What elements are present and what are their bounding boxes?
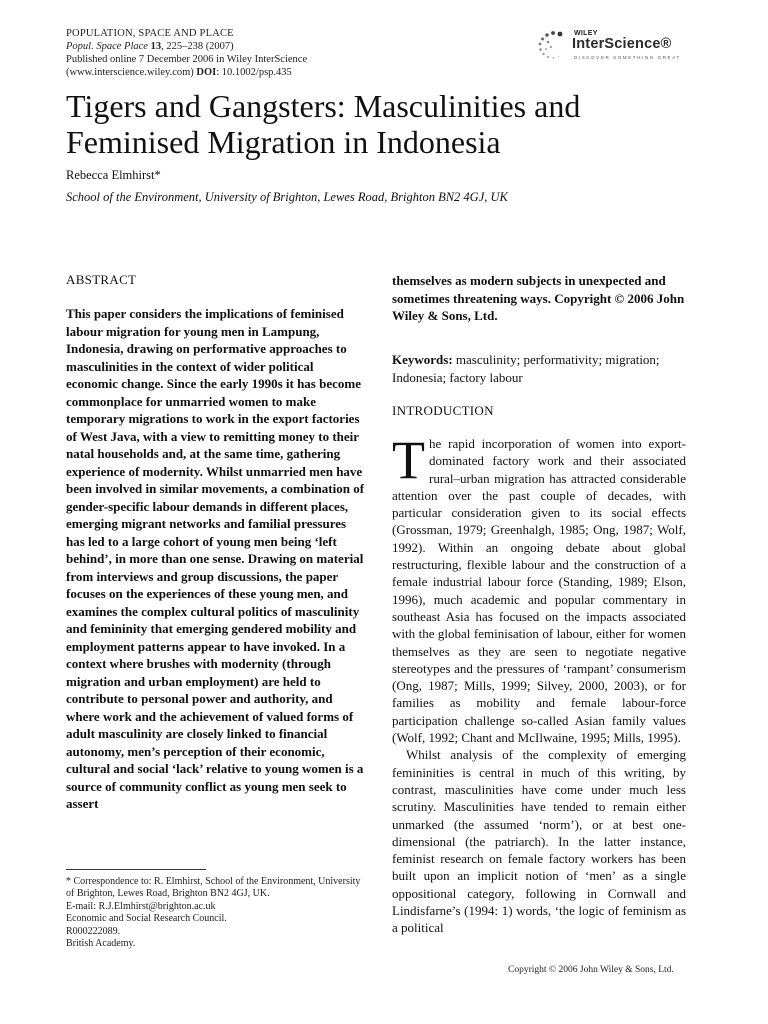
published-line: Published online 7 December 2006 in Wiley InterScience [66,54,308,65]
author-name: Rebecca Elmhirst* [66,168,161,182]
dots-swirl-icon [536,30,570,62]
correspondence-footnote [66,876,366,950]
introduction-body [392,430,686,937]
logo-tagline: DISCOVER SOMETHING GREAT [574,55,681,60]
drop-cap: T [392,430,425,490]
doi-label: DOI [196,67,217,78]
journal-name: POPULATION, SPACE AND PLACE [66,28,234,39]
introduction-heading: INTRODUCTION [392,403,494,418]
footnote-grant-number: R000222089. [66,925,121,937]
citation-volume: 13 [150,41,162,52]
journal-url[interactable]: (www.interscience.wiley.com) [66,67,194,78]
footnote-academy: British Academy. [66,938,136,950]
citation-prefix: Popul. Space Place [66,41,148,52]
footnote-email[interactable]: E-mail: R.J.Elmhirst@brighton.ac.uk [66,900,216,912]
abstract-heading: ABSTRACT [66,272,137,287]
citation-pages: , 225–238 (2007) [161,41,234,52]
doi-value: : 10.1002/psp.435 [216,67,292,78]
keywords-label: Keywords: [392,352,453,367]
keywords [392,351,704,386]
page-copyright: Copyright © 2006 John Wiley & Sons, Ltd. [508,965,674,975]
footnote-rule [66,869,206,870]
introduction-paragraph-2: Whilst analysis of the complexity of emerging femininities is central in much of this writing, by contrast, masculinities have come under much less scrutiny. Masculinities have tended to remain either unmarked (the assumed ‘norm’), or at best one-dimensional (the patriarch). In the latter instance, feminist research on female factory workers has been built upon an implicit notion of ‘men’ as a single oppositional category, following in Cornwall and Lindisfarne’s (1994: 1) words, ‘the logic of feminism as a political [392,747,686,936]
article-title: Tigers and Gangsters: Masculinities and Feminised Migration in Indonesia [66,88,581,160]
url-doi-line [66,66,307,79]
abstract-text: This paper considers the implications of feminised labour migration for young men in Lampung, Indonesia, drawing on performative approaches to masculinities in the context of wider political economic change. Since the early 1990s it has become commonplace for unmarried women to make temporary migrations to work in the export factories of West Java, with a view to remitting money to their natal households and, at the same time, gathering experience of modernity. Whilst unmarried men have been involved in similar movements, a combination of gender-specific labour demands in different places, emerging migrant networks and familial pressures has led to a large cohort of young men being ‘left behind’, in more than one sense. Drawing on material from interviews and group discussions, the paper focuses on the experiences of these young men, and examines the complex cultural politics of masculinity and femininity that emerging gendered mobility and employment patterns appear to have invoked. In a context where brushes with modernity (through migration and urban employment) are held to contribute to personal power and authority, and where work and the achievement of valued forms of adult masculinity are closely linked to financial autonomy, men’s perception of their economic, cultural and social ‘lack’ relative to young women is a source of community conflict as young men seek to assert [66,306,365,811]
interscience-name: InterScience® [572,36,672,52]
journal-header [66,27,307,79]
introduction-paragraph-1-text: he rapid incorporation of women into export-dominated factory work and their associated rural–urban migration has attracted considerable attention over the past couple of decades, with particular consideration given to its social effects (Grossman, 1979; Greenhalgh, 1985; Ong, 1987; Wolf, 1992). Within an ongoing debate about global restructuring, flexible labour and the construction of a female industrial labour force (Standing, 1989; Elson, 1996), much academic and popular commentary in southeast Asia has focused on the impacts associated with the global feminisation of labour, either for women themselves as they are seen to negotiate negative stereotypes and the pressures of ‘rampant’ consumerism (Ong, 1987; Mills, 1999; Silvey, 2000, 2003), or for families as mobility and female labour-force participation challenge so-called Asian family values (Wolf, 1992; Chant and McIlwaine, 1995; Mills, 1995). [392,436,686,746]
abstract-text-continued: themselves as modern subjects in unexpected and sometimes threatening ways. Copyright © 2006 John Wiley & Sons, Ltd. [392,273,685,323]
footnote-correspondence: * Correspondence to: R. Elmhirst, School of the Environment, University of Brighton, Lewes Road, Brighton BN2 4GJ, UK. [66,876,361,900]
footnote-funder: Economic and Social Research Council. [66,913,227,925]
wiley-interscience-logo [536,30,696,62]
wiley-brand: WILEY [574,30,598,37]
author-affiliation: School of the Environment, University of Brighton, Lewes Road, Brighton BN2 4GJ, UK [66,190,508,204]
introduction-paragraph-1 [392,430,686,746]
citation [66,40,307,53]
keywords-list: masculinity; performativity; migration; Indonesia; factory labour [392,352,660,385]
